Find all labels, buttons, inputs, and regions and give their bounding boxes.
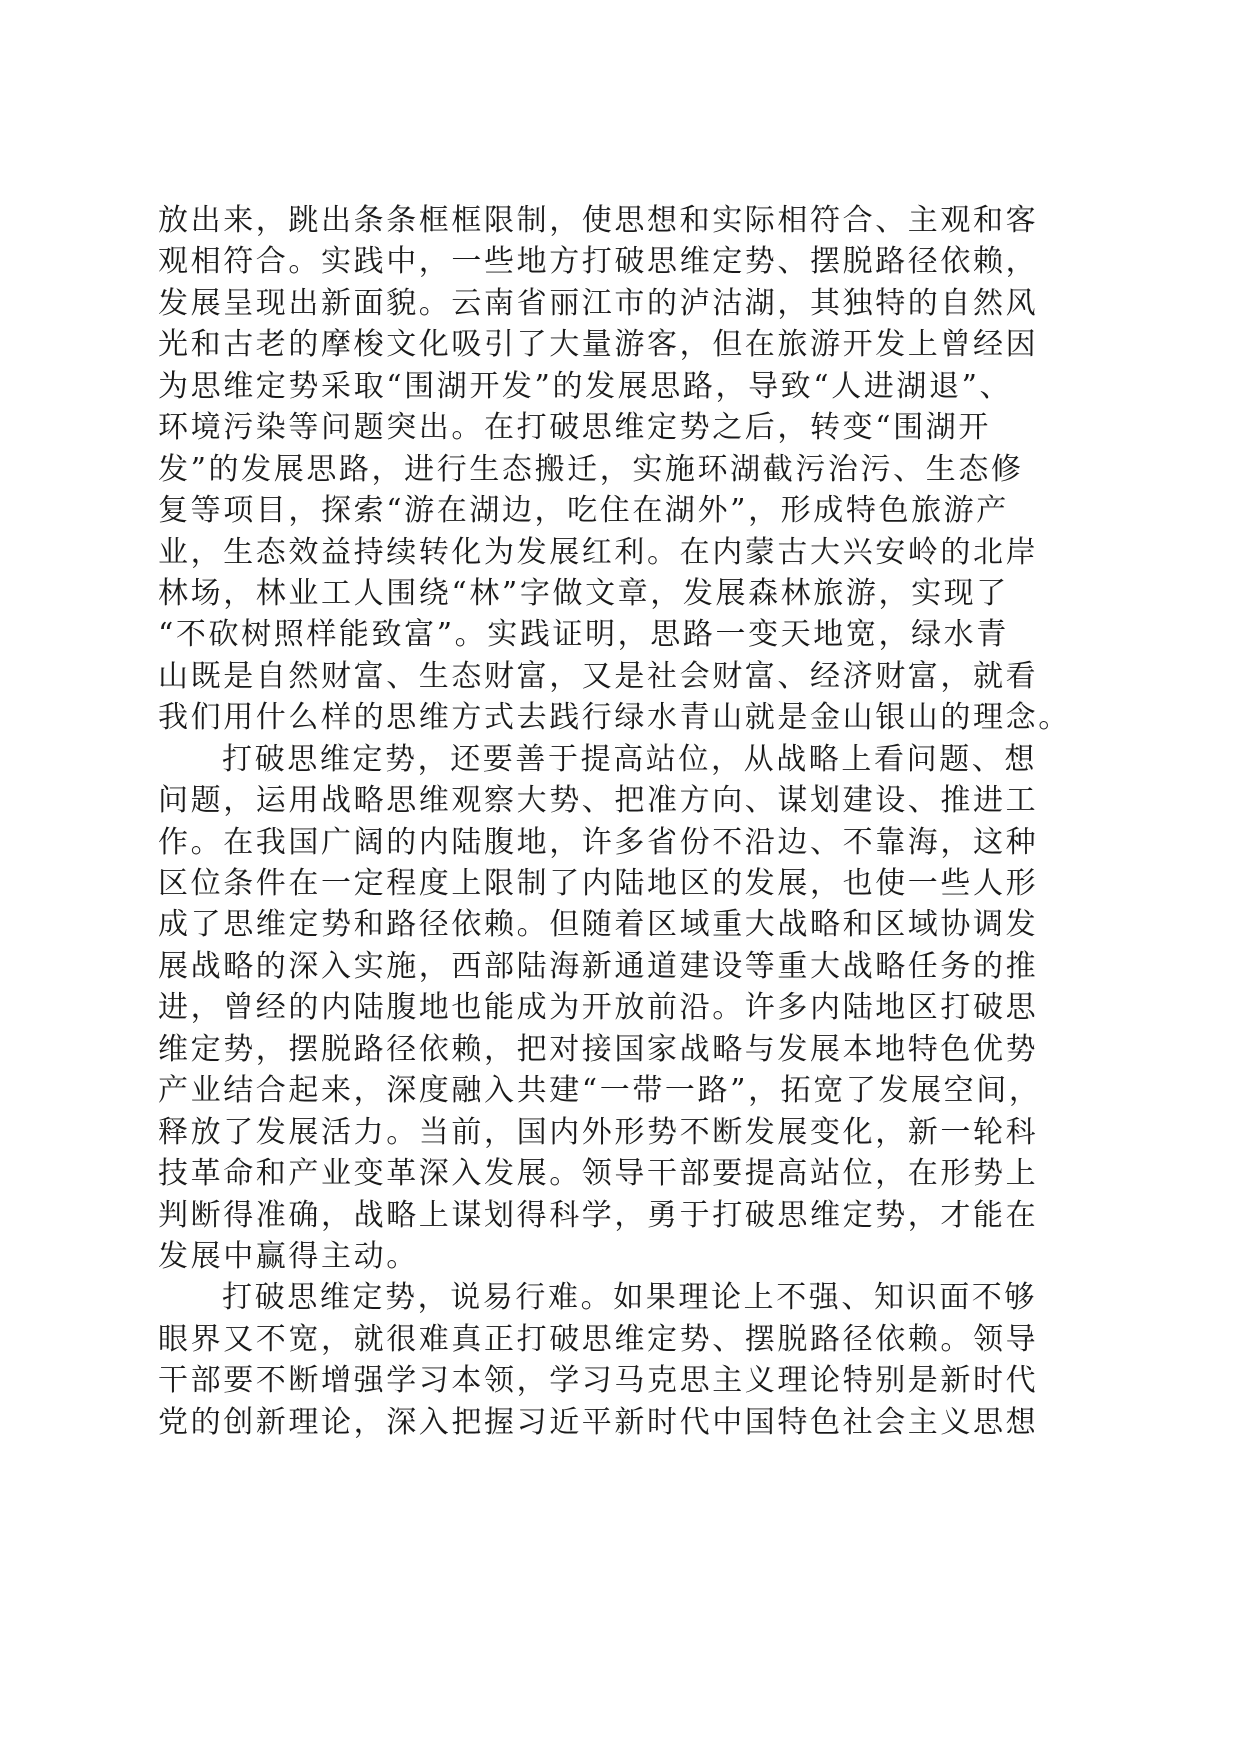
text-line: 产业结合起来，深度融入共建“一带一路”，拓宽了发展空间， — [158, 1073, 1042, 1109]
text-line: “不砍树照样能致富”。实践证明，思路一变天地宽，绿水青 — [158, 617, 1009, 653]
text-line: 发展中赢得主动。 — [158, 1238, 419, 1274]
text-line: 展战略的深入实施，西部陆海新通道建设等重大战略任务的推 — [158, 948, 1039, 984]
text-line: 为思维定势采取“围湖开发”的发展思路，导致“人进湖退”、 — [158, 368, 1013, 404]
text-line: 环境污染等问题突出。在打破思维定势之后，转变“围湖开 — [158, 410, 991, 446]
text-line: 业，生态效益持续转化为发展红利。在内蒙古大兴安岭的北岸 — [158, 534, 1039, 570]
text-line: 复等项目，探索“游在湖边，吃住在湖外”，形成特色旅游产 — [158, 493, 1009, 529]
text-line: 发”的发展思路，进行生态搬迁，实施环湖截污治污、生态修 — [158, 451, 1024, 487]
text-line: 党的创新理论，深入把握习近平新时代中国特色社会主义思想 — [158, 1404, 1039, 1440]
text-line: 维定势，摆脱路径依赖，把对接国家战略与发展本地特色优势 — [158, 1031, 1039, 1067]
paragraph-start-line: 打破思维定势，还要善于提高站位，从战略上看问题、想 — [222, 741, 1037, 777]
text-line: 观相符合。实践中，一些地方打破思维定势、摆脱路径依赖， — [158, 244, 1039, 280]
text-line: 干部要不断增强学习本领，学习马克思主义理论特别是新时代 — [158, 1363, 1039, 1399]
text-line: 眼界又不宽，就很难真正打破思维定势、摆脱路径依赖。领导 — [158, 1321, 1039, 1357]
text-line: 我们用什么样的思维方式去践行绿水青山就是金山银山的理念。 — [158, 700, 1071, 736]
body-text — [158, 200, 1118, 1443]
text-line: 山既是自然财富、生态财富，又是社会财富、经济财富，就看 — [158, 658, 1039, 694]
text-line: 光和古老的摩梭文化吸引了大量游客，但在旅游开发上曾经因 — [158, 327, 1039, 363]
text-line: 释放了发展活力。当前，国内外形势不断发展变化，新一轮科 — [158, 1114, 1039, 1150]
text-line: 作。在我国广阔的内陆腹地，许多省份不沿边、不靠海，这种 — [158, 824, 1039, 860]
text-line: 问题，运用战略思维观察大势、把准方向、谋划建设、推进工 — [158, 783, 1039, 819]
text-line: 放出来，跳出条条框框限制，使思想和实际相符合、主观和客 — [158, 203, 1039, 238]
text-line: 技革命和产业变革深入发展。领导干部要提高站位，在形势上 — [158, 1156, 1039, 1192]
text-line: 区位条件在一定程度上限制了内陆地区的发展，也使一些人形 — [158, 866, 1039, 901]
text-line: 判断得准确，战略上谋划得科学，勇于打破思维定势，才能在 — [158, 1197, 1039, 1233]
text-line: 林场，林业工人围绕“林”字做文章，发展森林旅游，实现了 — [158, 575, 1009, 611]
paragraph-start-line: 打破思维定势，说易行难。如果理论上不强、知识面不够 — [222, 1280, 1037, 1316]
text-line: 进，曾经的内陆腹地也能成为开放前沿。许多内陆地区打破思 — [158, 990, 1039, 1026]
text-line: 成了思维定势和路径依赖。但随着区域重大战略和区域协调发 — [158, 907, 1039, 943]
text-line: 发展呈现出新面貌。云南省丽江市的泸沽湖，其独特的自然风 — [158, 285, 1039, 321]
